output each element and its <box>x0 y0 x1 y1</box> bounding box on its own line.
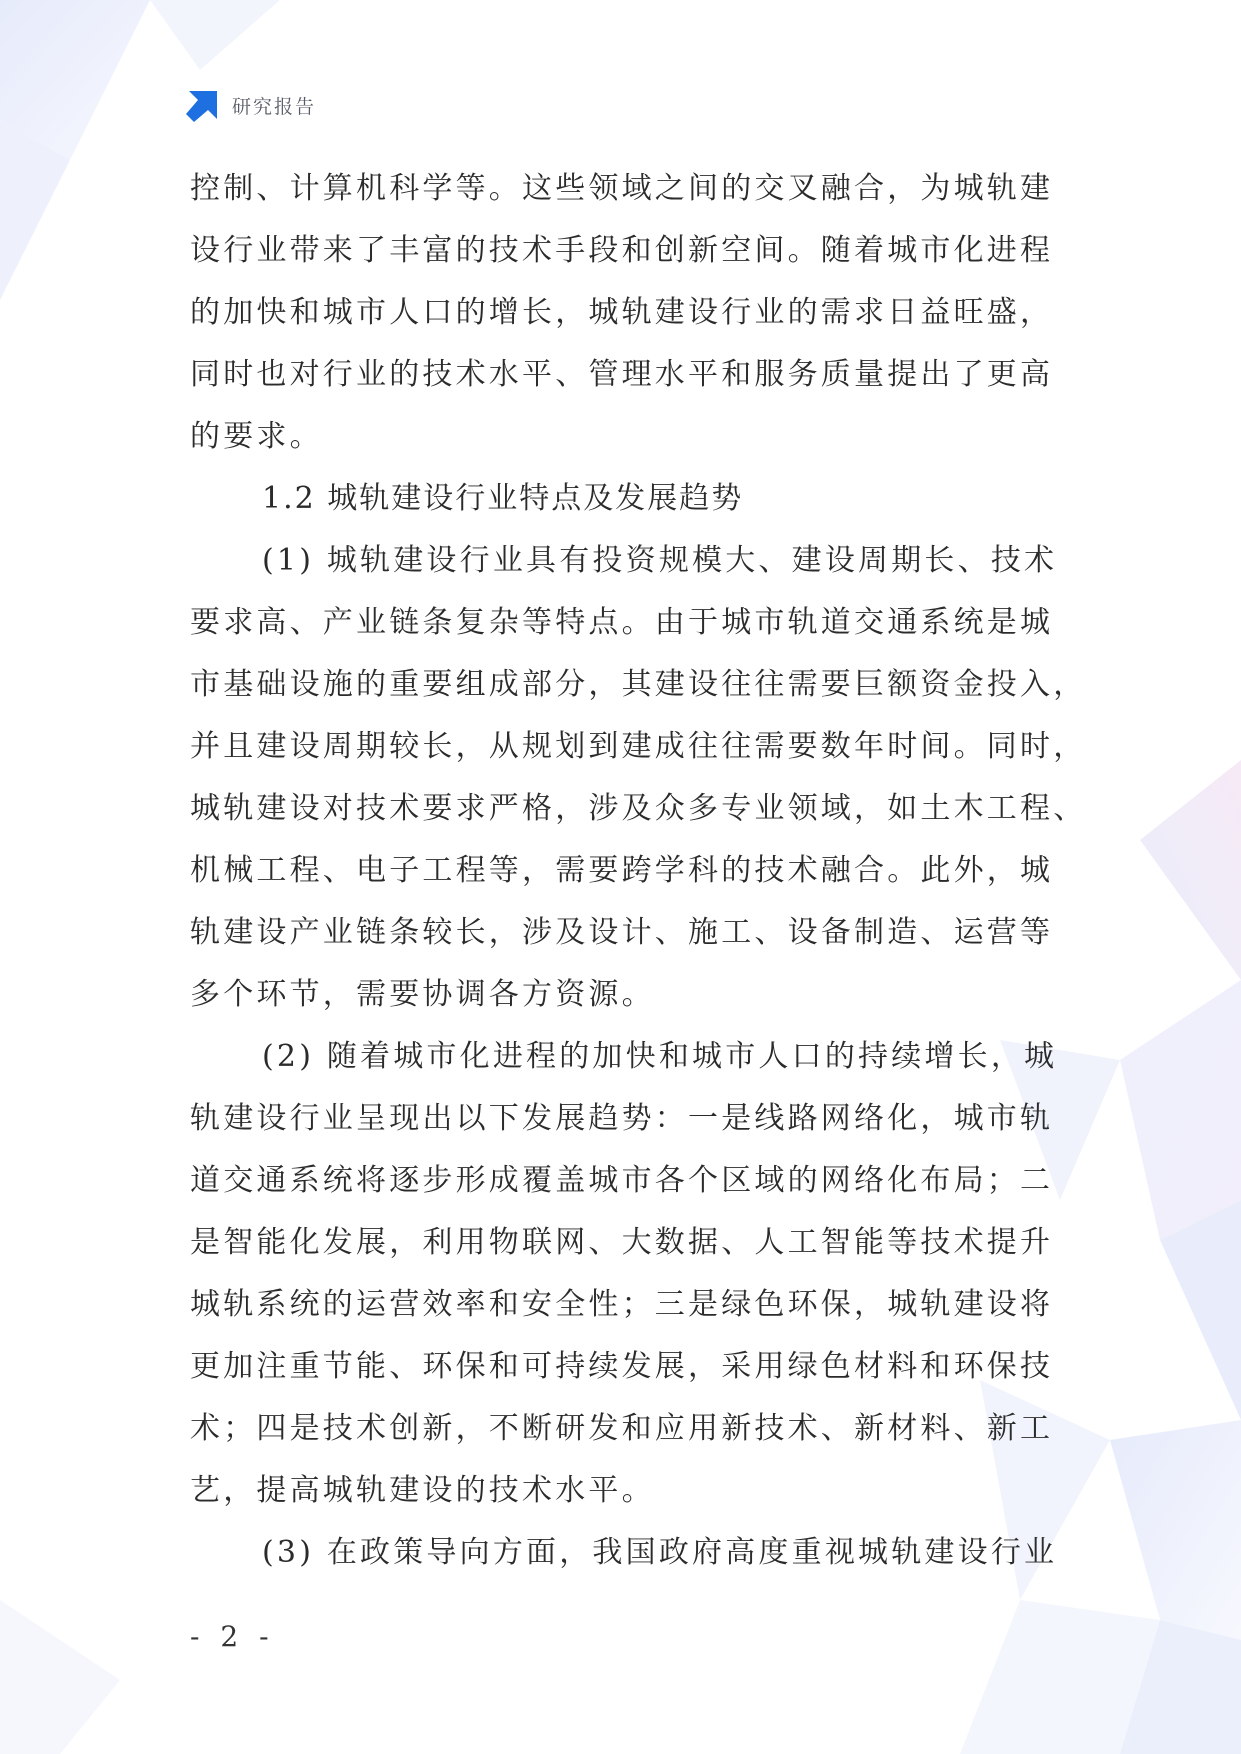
body-line: 轨建设行业呈现出以下发展趋势：一是线路网络化，城市轨 <box>190 1101 1054 1136</box>
body-line: 设行业带来了丰富的技术手段和创新空间。随着城市化进程 <box>190 233 1054 268</box>
report-header <box>186 88 316 122</box>
body-line: 的要求。 <box>190 419 323 454</box>
body-line: 轨建设产业链条较长，涉及设计、施工、设备制造、运营等 <box>190 915 1054 950</box>
paragraph-first-line: (2) 随着城市化进程的加快和城市人口的持续增长，城 <box>262 1039 1058 1074</box>
body-line: 道交通系统将逐步形成覆盖城市各个区域的网络化布局；二 <box>190 1163 1054 1198</box>
body-line: 城轨系统的运营效率和安全性；三是绿色环保，城轨建设将 <box>190 1287 1054 1322</box>
body-line: 城轨建设对技术要求严格，涉及众多专业领域，如土木工程、 <box>190 791 1087 826</box>
page-number: - 2 - <box>190 1620 275 1653</box>
section-heading: 1.2 城轨建设行业特点及发展趋势 <box>262 481 744 516</box>
header-title: 研究报告 <box>232 95 317 118</box>
body-line: 市基础设施的重要组成部分，其建设往往需要巨额资金投入， <box>190 667 1087 702</box>
body-line: 并且建设周期较长，从规划到建成往往需要数年时间。同时， <box>190 729 1087 764</box>
body-line: 同时也对行业的技术水平、管理水平和服务质量提出了更高 <box>190 357 1054 392</box>
body-line: 艺，提高城轨建设的技术水平。 <box>190 1473 655 1508</box>
paragraph-first-line: (3) 在政策导向方面，我国政府高度重视城轨建设行业 <box>262 1535 1058 1570</box>
body-line: 更加注重节能、环保和可持续发展，采用绿色材料和环保技 <box>190 1349 1054 1384</box>
body-line: 的加快和城市人口的增长，城轨建设行业的需求日益旺盛， <box>190 295 1054 330</box>
body-line: 术；四是技术创新，不断研发和应用新技术、新材料、新工 <box>190 1411 1054 1446</box>
body-line: 控制、计算机科学等。这些领域之间的交叉融合，为城轨建 <box>190 171 1054 206</box>
paragraph-first-line: (1) 城轨建设行业具有投资规模大、建设周期长、技术 <box>262 543 1058 578</box>
document-body <box>190 158 1087 1584</box>
body-line: 机械工程、电子工程等，需要跨学科的技术融合。此外，城 <box>190 853 1054 888</box>
body-line: 是智能化发展，利用物联网、大数据、人工智能等技术提升 <box>190 1225 1054 1260</box>
body-line: 要求高、产业链条复杂等特点。由于城市轨道交通系统是城 <box>190 605 1054 640</box>
arrow-logo-icon <box>186 88 220 122</box>
body-line: 多个环节，需要协调各方资源。 <box>190 977 655 1012</box>
